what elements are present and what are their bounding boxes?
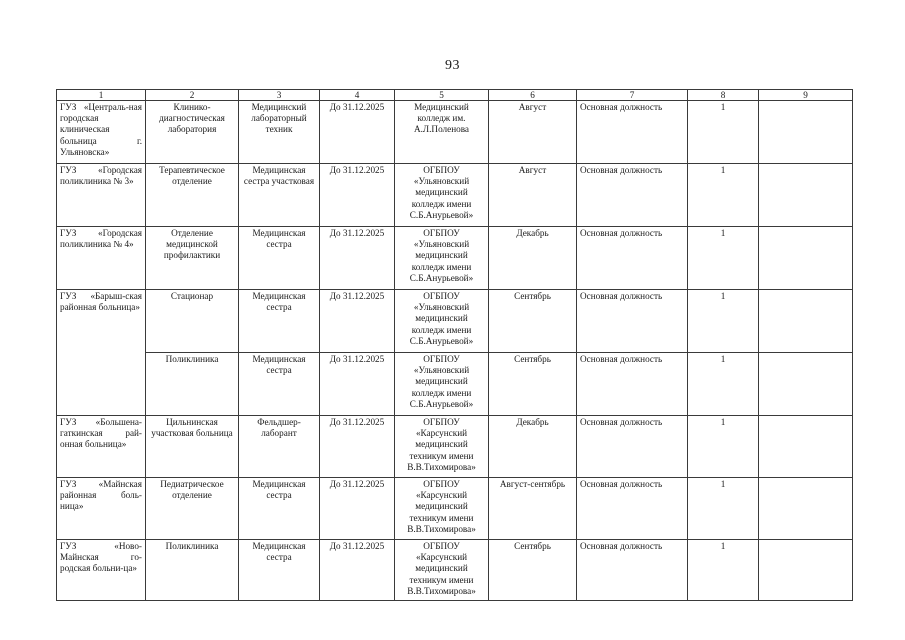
dept-cell: Стационар — [146, 290, 239, 353]
dept-cell: Цильнинская участковая больница — [146, 416, 239, 478]
note-cell — [759, 164, 853, 227]
position-cell: Медицинская сестра — [239, 353, 320, 416]
org-cell: ГУЗ «Майнская районная боль-ница» — [57, 478, 146, 540]
deadline-cell: До 31.12.2025 — [320, 478, 395, 540]
note-cell — [759, 353, 853, 416]
table-row — [57, 353, 853, 416]
org-cell: ГУЗ «Барыш-ская районная больница» — [57, 290, 146, 416]
type-cell: Основная должность — [577, 540, 688, 601]
column-header-8: 8 — [688, 90, 759, 101]
column-header-4: 4 — [320, 90, 395, 101]
table-row — [57, 416, 853, 478]
table-row — [57, 164, 853, 227]
position-cell: Медицинская сестра — [239, 290, 320, 353]
dept-cell: Поликлиника — [146, 540, 239, 601]
deadline-cell: До 31.12.2025 — [320, 540, 395, 601]
dept-cell: Поликлиника — [146, 353, 239, 416]
month-cell: Декабрь — [489, 227, 577, 290]
school-cell: Медицинский колледж им. А.Л.Поленова — [395, 101, 489, 164]
month-cell: Сентябрь — [489, 290, 577, 353]
position-cell: Медицинский лабораторный техник — [239, 101, 320, 164]
count-cell: 1 — [688, 416, 759, 478]
header-row — [57, 90, 853, 101]
position-cell: Медицинская сестра — [239, 227, 320, 290]
column-header-9: 9 — [759, 90, 853, 101]
org-cell: ГУЗ «Городская поликлиника № 3» — [57, 164, 146, 227]
deadline-cell: До 31.12.2025 — [320, 353, 395, 416]
org-cell: ГУЗ «Большена-гаткинская рай-онная больница» — [57, 416, 146, 478]
deadline-cell: До 31.12.2025 — [320, 290, 395, 353]
count-cell: 1 — [688, 478, 759, 540]
month-cell: Август — [489, 164, 577, 227]
table-row — [57, 227, 853, 290]
note-cell — [759, 101, 853, 164]
position-cell: Медицинская сестра участковая — [239, 164, 320, 227]
note-cell — [759, 416, 853, 478]
deadline-cell: До 31.12.2025 — [320, 416, 395, 478]
type-cell: Основная должность — [577, 353, 688, 416]
count-cell: 1 — [688, 227, 759, 290]
school-cell: ОГБПОУ «Ульяновский медицинский колледж имени С.Б.Анурьевой» — [395, 353, 489, 416]
note-cell — [759, 540, 853, 601]
month-cell: Август-сентябрь — [489, 478, 577, 540]
dept-cell: Педиатрическое отделение — [146, 478, 239, 540]
type-cell: Основная должность — [577, 416, 688, 478]
position-cell: Фельдшер-лаборант — [239, 416, 320, 478]
school-cell: ОГБПОУ «Ульяновский медицинский колледж имени С.Б.Анурьевой» — [395, 227, 489, 290]
type-cell: Основная должность — [577, 101, 688, 164]
column-header-5: 5 — [395, 90, 489, 101]
position-cell: Медицинская сестра — [239, 478, 320, 540]
position-cell: Медицинская сестра — [239, 540, 320, 601]
note-cell — [759, 290, 853, 353]
column-header-2: 2 — [146, 90, 239, 101]
column-header-6: 6 — [489, 90, 577, 101]
type-cell: Основная должность — [577, 290, 688, 353]
school-cell: ОГБПОУ «Ульяновский медицинский колледж имени С.Б.Анурьевой» — [395, 164, 489, 227]
deadline-cell: До 31.12.2025 — [320, 164, 395, 227]
org-cell: ГУЗ «Централь-ная городская клиническая больница г. Ульяновска» — [57, 101, 146, 164]
count-cell: 1 — [688, 101, 759, 164]
column-header-3: 3 — [239, 90, 320, 101]
staffing-table — [56, 89, 853, 601]
count-cell: 1 — [688, 290, 759, 353]
type-cell: Основная должность — [577, 478, 688, 540]
table-row — [57, 290, 853, 353]
org-cell: ГУЗ «Городская поликлиника № 4» — [57, 227, 146, 290]
org-cell: ГУЗ «Ново-Майнская го-родская больни-ца» — [57, 540, 146, 601]
table-row — [57, 101, 853, 164]
dept-cell: Клинико-диагностическая лаборатория — [146, 101, 239, 164]
deadline-cell: До 31.12.2025 — [320, 227, 395, 290]
table-row — [57, 540, 853, 601]
school-cell: ОГБПОУ «Ульяновский медицинский колледж имени С.Б.Анурьевой» — [395, 290, 489, 353]
page-number: 93 — [445, 58, 460, 73]
month-cell: Декабрь — [489, 416, 577, 478]
school-cell: ОГБПОУ «Карсунский медицинский техникум имени В.В.Тихомирова» — [395, 540, 489, 601]
school-cell: ОГБПОУ «Карсунский медицинский техникум имени В.В.Тихомирова» — [395, 416, 489, 478]
deadline-cell: До 31.12.2025 — [320, 101, 395, 164]
type-cell: Основная должность — [577, 164, 688, 227]
count-cell: 1 — [688, 353, 759, 416]
month-cell: Август — [489, 101, 577, 164]
school-cell: ОГБПОУ «Карсунский медицинский техникум имени В.В.Тихомирова» — [395, 478, 489, 540]
table-row — [57, 478, 853, 540]
month-cell: Сентябрь — [489, 540, 577, 601]
note-cell — [759, 227, 853, 290]
column-header-7: 7 — [577, 90, 688, 101]
month-cell: Сентябрь — [489, 353, 577, 416]
count-cell: 1 — [688, 540, 759, 601]
dept-cell: Отделение медицинской профилактики — [146, 227, 239, 290]
dept-cell: Терапевтическое отделение — [146, 164, 239, 227]
note-cell — [759, 478, 853, 540]
column-header-1: 1 — [57, 90, 146, 101]
type-cell: Основная должность — [577, 227, 688, 290]
count-cell: 1 — [688, 164, 759, 227]
